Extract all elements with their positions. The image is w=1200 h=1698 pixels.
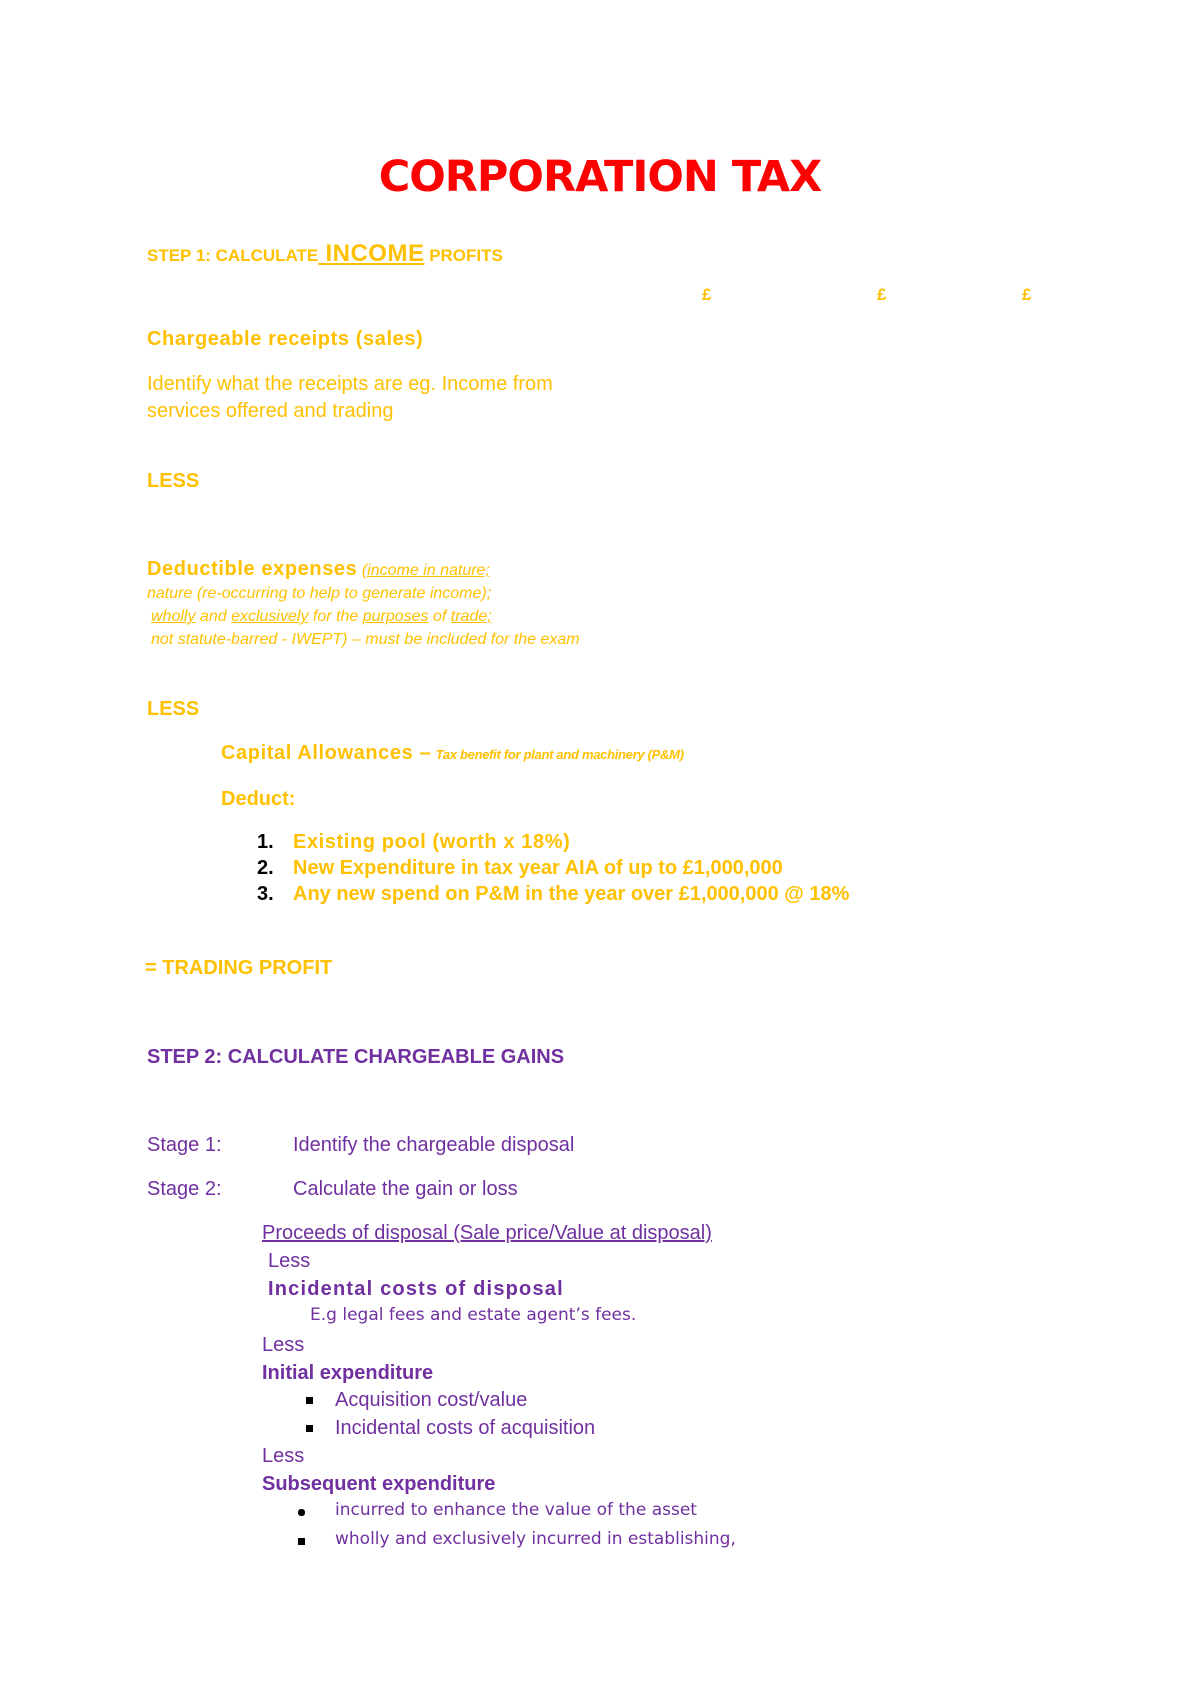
deductible-trade: trade; [450, 608, 492, 625]
receipts-text-line1: Identify what the receipts are eg. Income from [147, 373, 553, 395]
deductible-note4: not statute-barred - IWEPT) – must be included for the exam [151, 631, 580, 648]
step1-highlight: INCOME [325, 240, 425, 267]
subsequent-expenditure: Subsequent expenditure [262, 1473, 496, 1495]
deductible-note1: (income in nature; [361, 562, 490, 579]
step2-heading: STEP 2: CALCULATE CHARGEABLE GAINS [147, 1046, 565, 1068]
currency-header-1: £ [702, 285, 712, 304]
initial-item-2: Incidental costs of acquisition [335, 1417, 596, 1439]
initial-expenditure: Initial expenditure [262, 1362, 434, 1384]
currency-header-3: £ [1022, 285, 1032, 304]
subsequent-item-2: wholly and exclusively incurred in establishing, [335, 1529, 736, 1549]
stage2-text: Calculate the gain or loss [293, 1178, 518, 1200]
deductible-purposes: purposes [362, 608, 429, 625]
step1-prefix: STEP 1: CALCULATE [147, 246, 319, 265]
less-label-2: LESS [147, 698, 200, 720]
step1-suffix: PROFITS [429, 246, 503, 265]
list-text-3: Any new spend on P&M in the year over £1,000,000 @ 18% [293, 883, 850, 905]
deductible-wholly: wholly [151, 608, 196, 625]
list-item-1 [257, 831, 570, 854]
deductible-note3 [151, 608, 492, 626]
proceeds-of-disposal: Proceeds of disposal (Sale price/Value at disposal) [262, 1222, 712, 1244]
stage2-label: Stage 2: [147, 1178, 222, 1200]
list-number-3: 3. [257, 883, 274, 905]
capital-allowances-line [221, 742, 684, 765]
trading-profit: = TRADING PROFIT [145, 957, 333, 979]
list-item-3 [257, 883, 849, 906]
incidental-costs-disposal: Incidental costs of disposal [268, 1278, 564, 1300]
deductible-of: of [432, 608, 447, 625]
stage1-label: Stage 1: [147, 1134, 222, 1156]
stage1-text: Identify the chargeable disposal [293, 1134, 575, 1156]
list-number-1: 1. [257, 831, 274, 853]
deductible-heading: Deductible expenses [147, 558, 358, 580]
deductible-and: and [199, 608, 227, 625]
deductible-line1 [147, 558, 490, 581]
receipts-text-line2: services offered and trading [147, 400, 394, 422]
less-label-a: Less [268, 1250, 311, 1272]
step1-heading [147, 240, 503, 268]
page-title: CORPORATION TAX [378, 152, 822, 202]
deduct-label: Deduct: [221, 788, 296, 810]
capital-allowances-label: Capital Allowances – [221, 742, 432, 764]
subsequent-item-1: incurred to enhance the value of the asset [335, 1500, 697, 1520]
initial-item-1: Acquisition cost/value [335, 1389, 528, 1411]
bullet-icon [306, 1425, 313, 1432]
less-label-c: Less [262, 1445, 305, 1467]
currency-header-2: £ [877, 285, 887, 304]
deductible-for-the: for the [312, 608, 359, 625]
deductible-exclusively: exclusively [231, 608, 309, 625]
bullet-icon [298, 1509, 305, 1516]
less-label-1: LESS [147, 470, 200, 492]
list-item-2 [257, 857, 783, 880]
bullet-icon [306, 1397, 313, 1404]
receipts-heading: Chargeable receipts (sales) [147, 328, 424, 350]
capital-allowances-note: Tax benefit for plant and machinery (P&M) [435, 747, 684, 762]
list-number-2: 2. [257, 857, 274, 879]
bullet-icon [298, 1538, 305, 1545]
list-text-2: New Expenditure in tax year AIA of up to £1,000,000 [293, 857, 783, 879]
list-text-1: Existing pool (worth x 18%) [293, 831, 571, 853]
incidental-example: E.g legal fees and estate agent’s fees. [310, 1305, 637, 1325]
less-label-b: Less [262, 1334, 305, 1356]
deductible-note2: nature (re-occurring to help to generate income); [147, 585, 492, 602]
